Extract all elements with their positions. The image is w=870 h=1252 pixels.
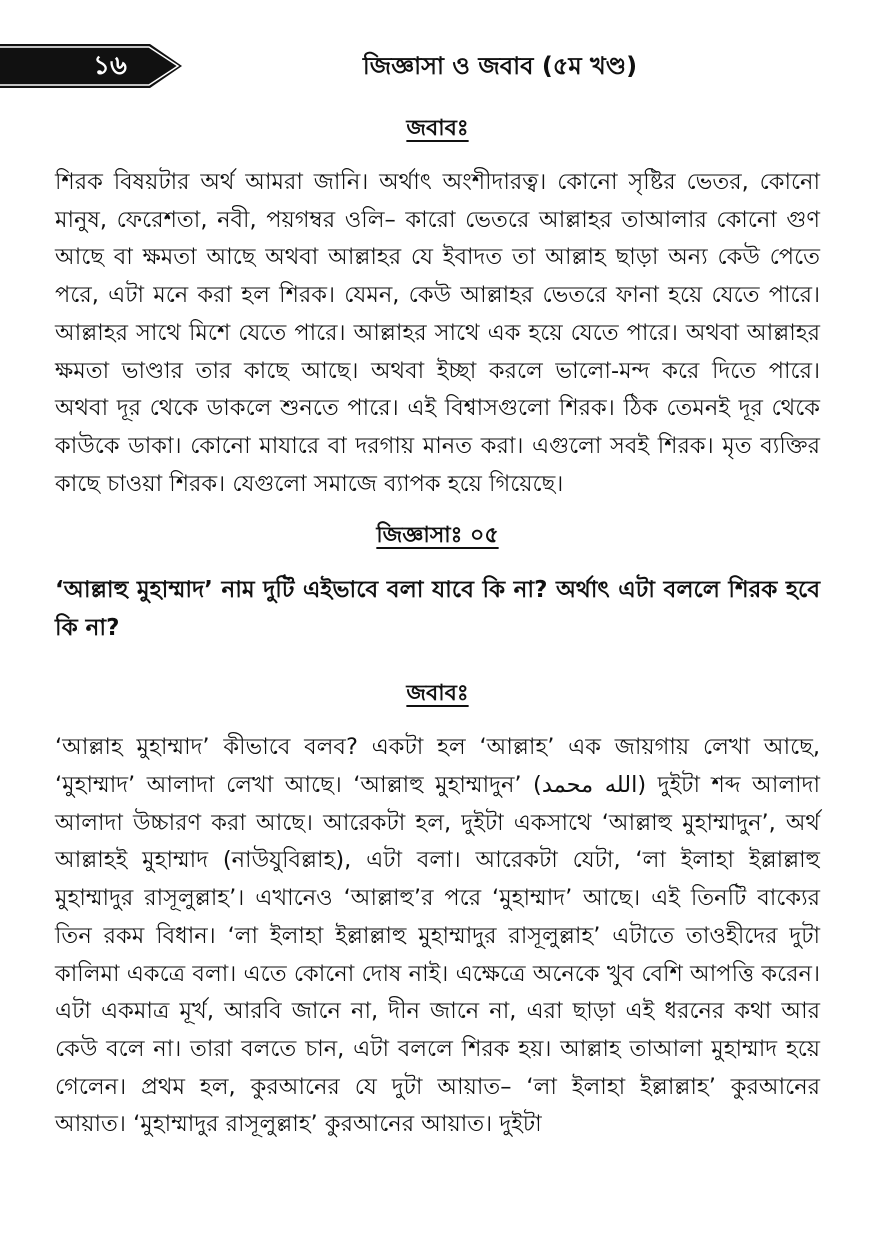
answer-heading-2 <box>55 675 820 713</box>
running-title: জিজ্ঞাসা ও জবাব (৫ম খণ্ড) <box>362 52 638 80</box>
page-content <box>55 110 820 1144</box>
page-number: ১৬ <box>93 51 127 81</box>
answer-heading-text: জবাবঃ <box>406 116 469 141</box>
question-heading-text: জিজ্ঞাসাঃ ০৫ <box>376 523 499 549</box>
answer-paragraph: শিরক বিষয়টার অর্থ আমরা জানি। অর্থাৎ অংশীদারত্ব। কোনো সৃষ্টির ভেতর, কোনো মানুষ, ফেরেশতা, নবী, পয়গম্বর ওলি– কারো ভেতরে আল্লাহর তাআলার কোনো গুণ আছে বা ক্ষমতা আছে অথবা আল্লাহর যে ইবাদত তা আল্লাহ ছাড়া অন্য কেউ পেতে পরে, এটা মনে করা হল শিরক। যেমন, কেউ আল্লাহর ভেতরে ফানা হয়ে যেতে পারে। আল্লাহর সাথে মিশে যেতে পারে। আল্লাহর সাথে এক হয়ে যেতে পারে। অথবা আল্লাহর ক্ষমতা ভাণ্ডার তার কাছে আছে। অথবা ইচ্ছা করলে ভালো-মন্দ করে দিতে পারে। অথবা দূর থেকে ডাকলে শুনতে পারে। এই বিশ্বাসগুলো শিরক। ঠিক তেমনই দূর থেকে কাউকে ডাকা। কোনো মাযারে বা দরগায় মানত করা। এগুলো সবই শিরক। মৃত ব্যক্তির কাছে চাওয়া শিরক। যেগুলো সমাজে ব্যাপক হয়ে গিয়েছে। <box>55 169 820 497</box>
question-text: ‘আল্লাহু মুহাম্মাদ’ নাম দুটি এইভাবে বলা যাবে কি না? অর্থাৎ এটা বললে শিরক হবে কি না? <box>55 577 820 642</box>
answer-heading <box>55 110 820 148</box>
answer-heading-2-text: জবাবঃ <box>406 681 469 707</box>
question-heading <box>55 517 820 555</box>
answer-paragraph-2: ‘আল্লাহ মুহাম্মাদ’ কীভাবে বলব? একটা হল ‘আল্লাহ’ এক জায়গায় লেখা আছে, ‘মুহাম্মাদ’ আলাদা লেখা আছে। ‘আল্লাহু মুহাম্মাদুন’ (الله محمد) দুইটা শব্দ আলাদা আলাদা উচ্চারণ করা আছে। আরেকটা হল, দুইটা একসাথে ‘আল্লাহু মুহাম্মাদুন’, অর্থ আল্লাহই মুহাম্মাদ (নাউযুবিল্লাহ), এটা বলা। আরেকটা যেটা, ‘লা ইলাহা ইল্লাল্লাহু মুহাম্মাদুর রাসূলুল্লাহ’। এখানেও ‘আল্লাহু’র পরে ‘মুহাম্মাদ’ আছে। এই তিনটি বাক্যের তিন রকম বিধান। ‘লা ইলাহা ইল্লাল্লাহু মুহাম্মাদুর রাসূলুল্লাহ’ এটাতে তাওহীদের দুটা কালিমা একত্রে বলা। এতে কোনো দোষ নাই। এক্ষেত্রে অনেকে খুব বেশি আপত্তি করেন। এটা একমাত্র মূর্খ, আরবি জানে না, দীন জানে না, এরা ছাড়া এই ধরনের কথা আর কেউ বলে না। তারা বলতে চান, এটা বললে শিরক হয়। আল্লাহ তাআলা মুহাম্মাদ হয়ে গেলেন। প্রথম হল, কুরআনের যে দুটা আয়াত– ‘লা ইলাহা ইল্লাল্লাহ’ কুরআনের আয়াত। ‘মুহাম্মাদুর রাসূলুল্লাহ’ কুরআনের আয়াত। দুইটা <box>55 734 820 1138</box>
